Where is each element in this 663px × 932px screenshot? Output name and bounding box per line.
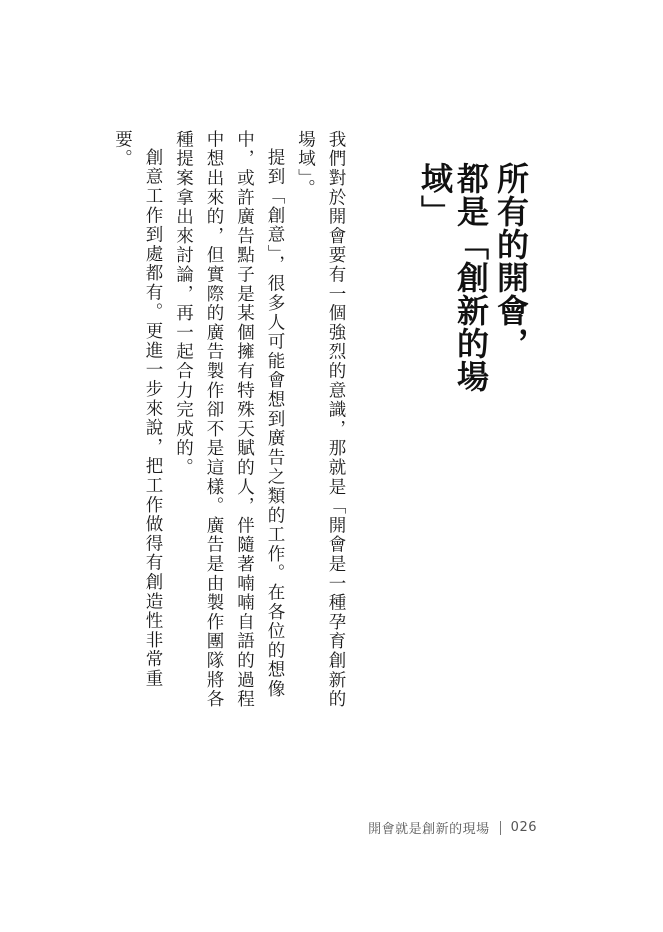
running-title: 開會就是創新的現場 <box>368 822 490 837</box>
footer-divider <box>500 821 501 835</box>
chapter-title-line-2: 都是「創新的場域」 <box>416 162 490 393</box>
page-footer <box>368 818 537 837</box>
paragraph-3: 創意工作到處都有。更進一步來說，把工作做得有創造性非常重要。 <box>112 130 163 688</box>
paragraph-2: 提到「創意」，很多人可能會想到廣告之類的工作。在各位的想像中，或許廣告點子是某個擁有特殊天賦的人，伴隨著喃喃自語的過程中想出來的，但實際的廣告製作卻不是這樣。廣告是由製作團隊將各種提案拿出來討論，再一起合力完成的。 <box>173 130 285 709</box>
chapter-title-line-1: 所有的開會， <box>492 162 530 360</box>
paragraph-1: 我們對於開會要有一個強烈的意識，那就是「開會是一種孕育創新的場域」。 <box>295 130 346 709</box>
body-text <box>107 130 351 720</box>
chapter-title <box>413 162 529 412</box>
page-number: 026 <box>510 820 537 835</box>
